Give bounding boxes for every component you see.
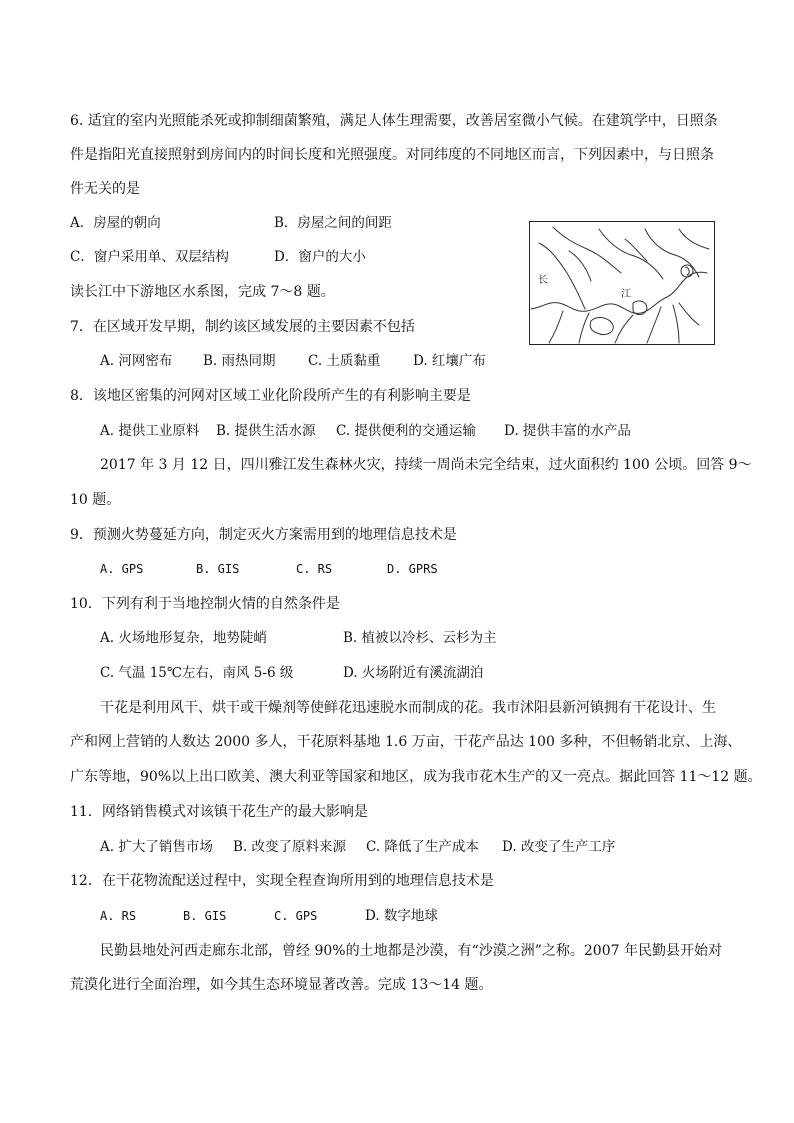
q12-option-c: C. GPS <box>274 909 318 923</box>
q12-option-d: D. 数字地球 <box>365 908 438 924</box>
q10-option-d: D. 火场附近有溪流湖泊 <box>343 665 484 681</box>
q10-stem: 10．下列有利于当地控制火情的自然条件是 <box>70 596 340 612</box>
q6-option-c: C．窗户采用单、双层结构 <box>70 249 229 265</box>
q6-option-d: D．窗户的大小 <box>274 249 366 265</box>
q7-option-b: B. 雨热同期 <box>203 353 276 369</box>
q8-option-d: D. 提供丰富的水产品 <box>504 423 631 439</box>
q10-option-c: C. 气温 15℃左右，南风 5-6 级 <box>100 665 294 681</box>
q7-stem: 7．在区域开发早期，制约该区域发展的主要因素不包括 <box>70 319 415 335</box>
q11-option-d: D. 改变了生产工序 <box>502 839 616 855</box>
q9-option-b: B. GIS <box>196 562 240 576</box>
q12-option-a: A. RS <box>100 909 137 923</box>
map-label-chang: 长 <box>538 275 548 286</box>
q10-option-a: A. 火场地形复杂，地势陡峭 <box>100 630 267 646</box>
flower-intro-line-3: 广东等地，90%以上出口欧美、澳大利亚等国家和地区，成为我市花木生产的又一亮点。据此回答 11～12 题。 <box>70 769 762 785</box>
q8-option-c: C. 提供便利的交通运输 <box>336 423 476 439</box>
flower-intro-line-2: 产和网上营销的人数达 2000 多人，干花原料基地 1.6 万亩，干花产品达 100 多种，不但畅销北京、上海、 <box>70 734 742 750</box>
q9-option-a: A. GPS <box>100 562 144 576</box>
desert-intro-line-1: 民勤县地处河西走廊东北部，曾经 90%的土地都是沙漠，有“沙漠之洲”之称。2007 年民勤县开始对 <box>100 943 722 959</box>
q8-option-b: B. 提供生活水源 <box>216 423 316 439</box>
q7-option-c: C. 土质黏重 <box>308 353 381 369</box>
q8-option-a: A. 提供工业原料 <box>100 423 200 439</box>
q11-stem: 11．网络销售模式对该镇干花生产的最大影响是 <box>70 804 368 820</box>
q6-option-b: B．房屋之间的间距 <box>274 215 392 231</box>
fire-intro-line-2: 10 题。 <box>70 492 121 508</box>
q10-option-b: B. 植被以冷杉、云杉为主 <box>343 630 497 646</box>
q7-option-d: D. 红壤广布 <box>413 353 486 369</box>
q9-option-c: C. RS <box>296 562 333 576</box>
q6-option-a: A．房屋的朝向 <box>70 215 161 231</box>
q9-stem: 9．预测火势蔓延方向，制定灭火方案需用到的地理信息技术是 <box>70 527 457 543</box>
yangtze-river-system-map <box>529 221 715 345</box>
q12-stem: 12．在干花物流配送过程中，实现全程查询所用到的地理信息技术是 <box>70 873 494 889</box>
q12-option-b: B. GIS <box>183 909 227 923</box>
map-intro: 读长江中下游地区水系图，完成 7～8 题。 <box>70 284 335 300</box>
q6-stem-line-2: 件是指阳光直接照射到房间内的时间长度和光照强度。对同纬度的不同地区而言，下列因素中，与日照条 <box>70 147 714 163</box>
flower-intro-line-1: 干花是利用风干、烘干或干燥剂等使鲜花迅速脱水而制成的花。我市沭阳县新河镇拥有干花设计、生 <box>100 700 716 716</box>
q7-option-a: A. 河网密布 <box>100 353 173 369</box>
desert-intro-line-2: 荒漠化进行全面治理，如今其生态环境显著改善。完成 13～14 题。 <box>70 977 493 993</box>
q11-option-a: A. 扩大了销售市场 <box>100 839 213 855</box>
q11-option-c: C. 降低了生产成本 <box>366 839 479 855</box>
map-label-jiang: 江 <box>621 289 631 300</box>
q8-stem: 8．该地区密集的河网对区域工业化阶段所产生的有利影响主要是 <box>70 388 471 404</box>
fire-intro-line-1: 2017 年 3 月 12 日，四川雅江发生森林火灾，持续一周尚未完全结束，过火面积约 100 公顷。回答 9～ <box>100 457 752 473</box>
q11-option-b: B. 改变了原料来源 <box>233 839 347 855</box>
q6-stem-line-3: 件无关的是 <box>70 181 140 197</box>
q6-stem-line-1: 6. 适宜的室内光照能杀死或抑制细菌繁殖，满足人体生理需要，改善居室微小气候。在建筑学中，日照条 <box>70 113 718 129</box>
q9-option-d: D. GPRS <box>387 562 438 576</box>
